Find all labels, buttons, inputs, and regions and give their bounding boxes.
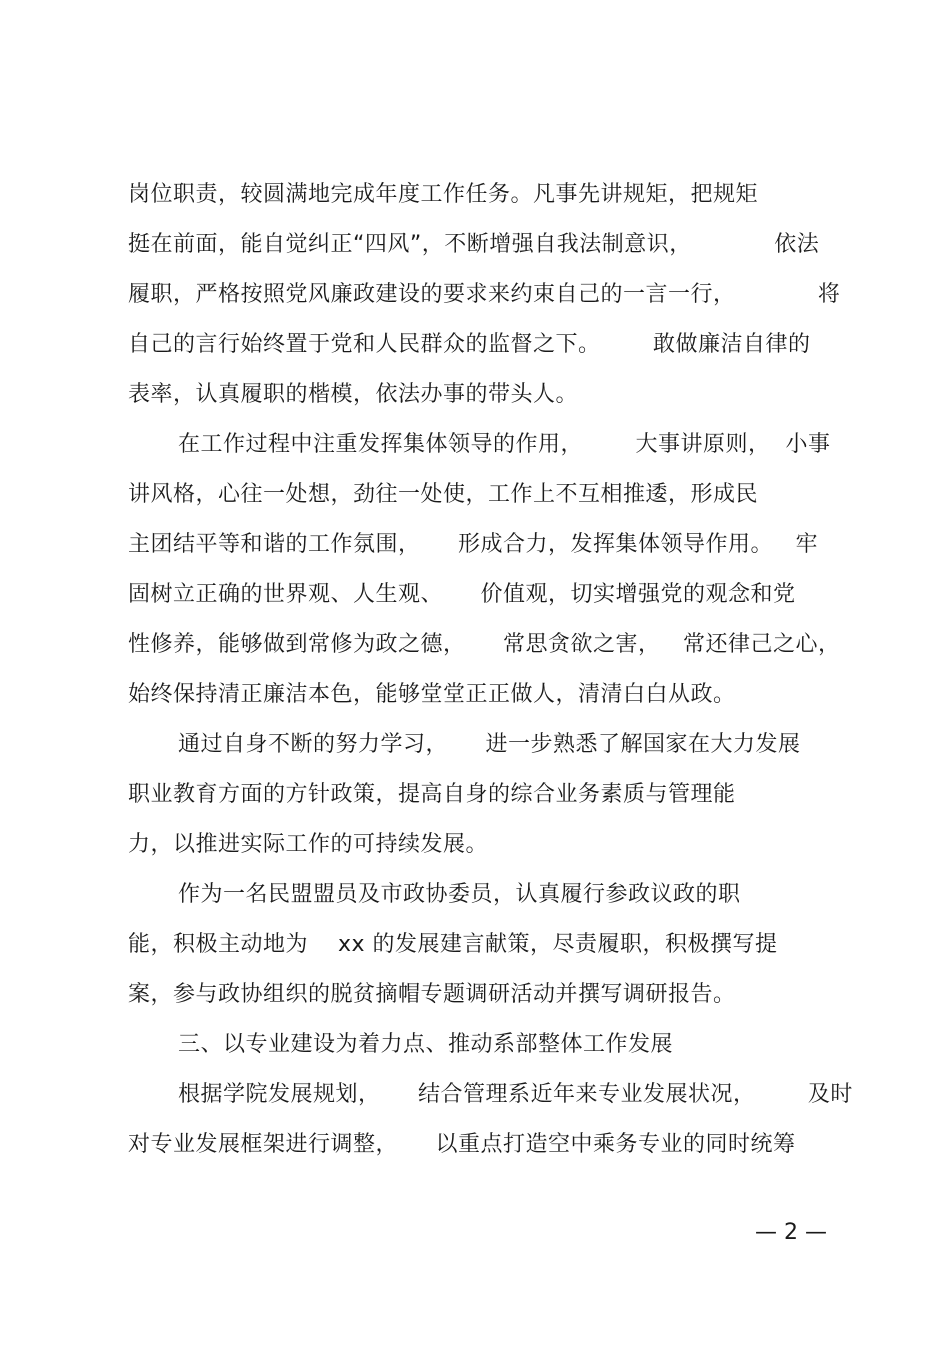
paragraph-start-line: 作为一名民盟盟员及市政协委员，认真履行参政议政的职 — [178, 882, 741, 907]
text-line: 职业教育方面的方针政策，提高自身的综合业务素质与管理能 — [128, 782, 736, 807]
text-line: 履职，严格按照党风廉政建设的要求来约束自己的一言一行， 将 — [128, 282, 841, 307]
text-line: 固树立正确的世界观、人生观、 价值观，切实增强党的观念和党 — [128, 582, 796, 607]
page-number: — 2 — — [755, 1220, 827, 1245]
section-heading: 三、以专业建设为着力点、推动系部整体工作发展 — [178, 1032, 674, 1057]
text-line: 挺在前面，能自觉纠正“四风”，不断增强自我法制意识， 依法 — [128, 232, 820, 257]
text-line: 对专业发展框架进行调整， 以重点打造空中乘务专业的同时统筹 — [128, 1132, 796, 1157]
text-line: 力，以推进实际工作的可持续发展。 — [128, 832, 489, 857]
text-line: 表率，认真履职的楷模，依法办事的带头人。 — [128, 382, 579, 407]
text-line: 能，积极主动地为 xx 的发展建言献策，尽责履职，积极撰写提 — [128, 932, 778, 957]
text-line: 始终保持清正廉洁本色，能够堂堂正正做人，清清白白从政。 — [128, 682, 736, 707]
text-line: 岗位职责，较圆满地完成年度工作任务。凡事先讲规矩，把规矩 — [128, 182, 759, 207]
text-line: 讲风格，心往一处想，劲往一处使，工作上不互相推逶，形成民 — [128, 482, 759, 507]
paragraph-start-line: 在工作过程中注重发挥集体领导的作用， 大事讲原则， 小事 — [178, 432, 831, 457]
text-line: 案，参与政协组织的脱贫摘帽专题调研活动并撰写调研报告。 — [128, 982, 736, 1007]
text-line: 自己的言行始终置于党和人民群众的监督之下。 敢做廉洁自律的 — [128, 332, 811, 357]
paragraph-start-line: 根据学院发展规划， 结合管理系近年来专业发展状况， 及时 — [178, 1082, 853, 1107]
text-line: 主团结平等和谐的工作氛围， 形成合力，发挥集体领导作用。 牢 — [128, 532, 818, 557]
text-line: 性修养，能够做到常修为政之德， 常思贪欲之害， 常还律己之心， — [128, 632, 841, 657]
paragraph-start-line: 通过自身不断的努力学习， 进一步熟悉了解国家在大力发展 — [178, 732, 801, 757]
